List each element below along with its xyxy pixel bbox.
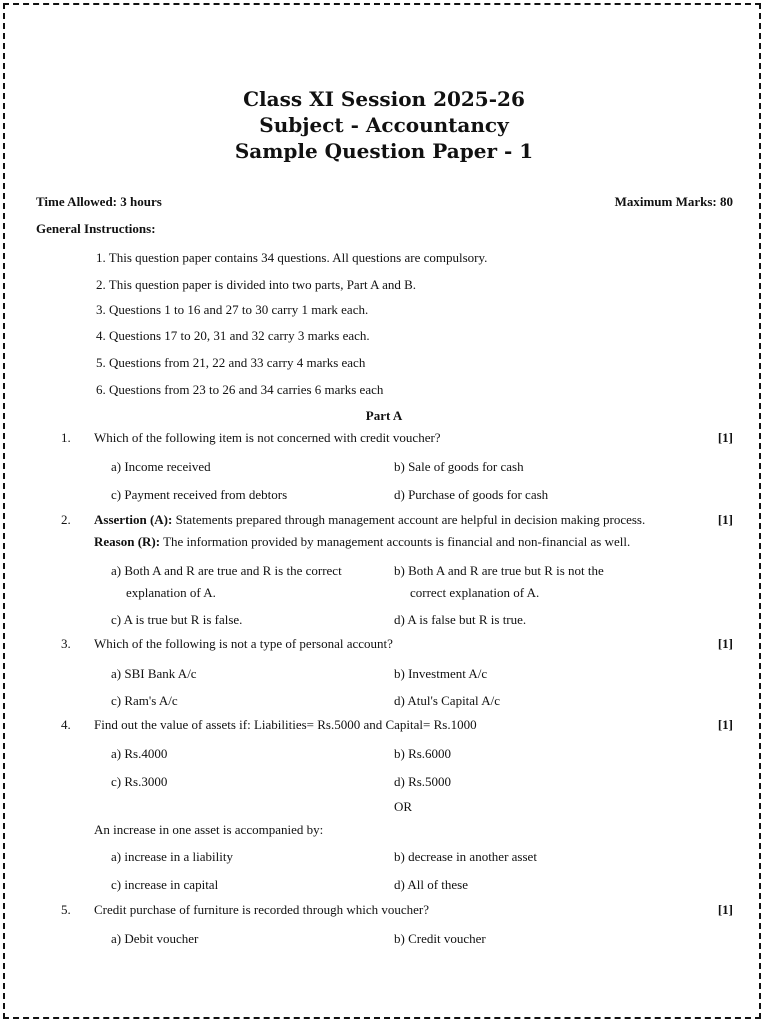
instruction-item: 5. Questions from 21, 22 and 33 carry 4 marks each [96,355,366,370]
option-d: d) A is false but R is true. [394,612,527,627]
option-c: c) increase in capital [111,877,219,892]
option-a: a) SBI Bank A/c [111,666,197,681]
instruction-item: 2. This question paper is divided into two parts, Part A and B. [96,277,417,292]
option-a: a) Both A and R are true and R is the correct [111,563,342,578]
question-marks: [1] [717,902,733,917]
instruction-item: 4. Questions 17 to 20, 31 and 32 carry 3 marks each. [96,328,370,343]
question-number: 1. [61,430,71,445]
question-text: Find out the value of assets if: Liabilities= Rs.5000 and Capital= Rs.1000 [94,717,477,732]
time-allowed: Time Allowed: 3 hours [36,194,162,209]
question-text: Which of the following item is not concerned with credit voucher? [94,430,441,445]
question-marks: [1] [717,512,733,527]
option-c: c) Ram's A/c [111,693,178,708]
title-sample-paper: Sample Question Paper - 1 [234,139,534,163]
part-a-heading: Part A [365,408,403,423]
general-instructions-heading: General Instructions: [36,221,156,236]
option-d: d) Rs.5000 [394,774,452,789]
question-number: 3. [61,636,71,651]
title-subject: Subject - Accountancy [259,113,509,137]
assertion-text: Statements prepared through management account are helpful in decision making process. [172,512,646,527]
option-d: d) Atul's Capital A/c [394,693,500,708]
option-a-continued: explanation of A. [126,585,216,600]
option-c: c) A is true but R is false. [111,612,243,627]
question-number: 5. [61,902,71,917]
maximum-marks: Maximum Marks: 80 [614,194,733,209]
question-marks: [1] [717,636,733,651]
alternate-question-text: An increase in one asset is accompanied by: [94,822,324,837]
option-b: b) Investment A/c [394,666,488,681]
question-text: Credit purchase of furniture is recorded through which voucher? [94,902,429,917]
option-b: b) Rs.6000 [394,746,452,761]
title-class-session: Class XI Session 2025-26 [243,87,525,111]
option-c: c) Payment received from debtors [111,487,288,502]
instruction-item: 6. Questions from 23 to 26 and 34 carries 6 marks each [96,382,384,397]
assertion-line [94,512,645,528]
option-a: a) Debit voucher [111,931,199,946]
option-d: d) All of these [394,877,469,892]
or-separator: OR [394,799,413,814]
instruction-item: 1. This question paper contains 34 questions. All questions are compulsory. [96,250,488,265]
question-marks: [1] [717,430,733,445]
option-a: a) Rs.4000 [111,746,168,761]
instruction-item: 3. Questions 1 to 16 and 27 to 30 carry 1 mark each. [96,302,369,317]
question-text: Which of the following is not a type of personal account? [94,636,393,651]
reason-label: Reason (R): [94,534,161,549]
option-b-continued: correct explanation of A. [410,585,540,600]
option-c: c) Rs.3000 [111,774,168,789]
option-d: d) Purchase of goods for cash [394,487,549,502]
question-number: 4. [61,717,71,732]
option-b: b) Credit voucher [394,931,486,946]
option-b: b) Sale of goods for cash [394,459,524,474]
reason-text: The information provided by management accounts is financial and non-financial as well. [160,534,631,549]
assertion-label: Assertion (A): [94,512,173,527]
option-a: a) Income received [111,459,211,474]
option-a: a) increase in a liability [111,849,234,864]
question-marks: [1] [717,717,733,732]
reason-line [94,534,630,550]
question-number: 2. [61,512,71,527]
paper-title-block [0,86,768,164]
option-b: b) Both A and R are true but R is not the [394,563,604,578]
option-b: b) decrease in another asset [394,849,537,864]
